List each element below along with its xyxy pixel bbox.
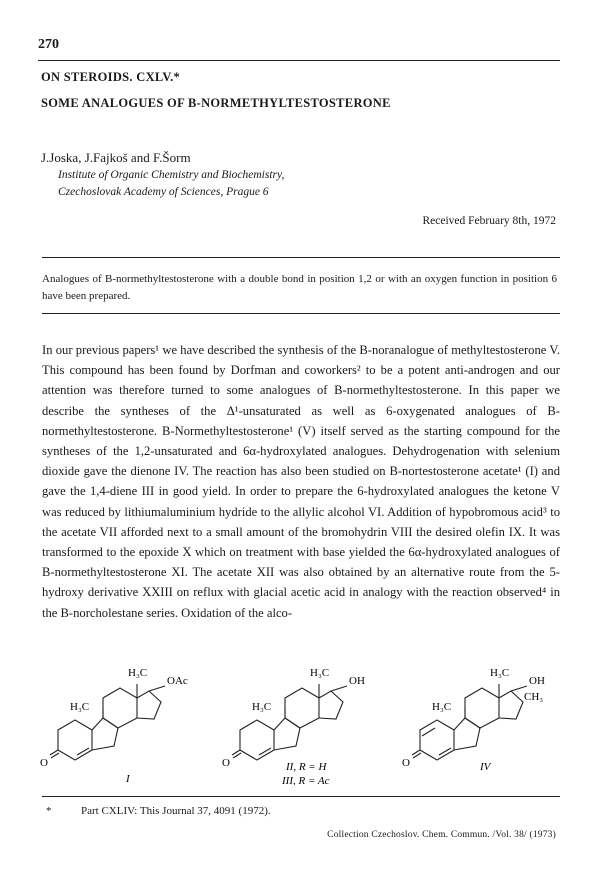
abstract-bottom-rule [42, 313, 560, 314]
methyl-top-label: H₃C [490, 667, 510, 679]
structure-II-III [222, 667, 365, 785]
affiliation-line2: Czechoslovak Academy of Sciences, Prague 6 [58, 186, 269, 198]
methyl-top-label: H₃C [128, 667, 148, 679]
header-rule [38, 60, 560, 61]
substituent-label: OAc [167, 675, 188, 687]
footnote-marker: * [46, 805, 52, 817]
body-paragraph: In our previous papers¹ we have described the synthesis of the B-noranalogue of methyltestosterone V. This compound has been found by Dorfman and coworkers² to be a potent anti-androgen and our attention was therefore turned to some analogues of B-normethyltestosterone. In this paper we describe the syntheses of the Δ¹-unsaturated as well as 6-oxygenated analogues of B-normethyltestosterone. B-Normethyltestosterone¹ (V) itself served as the starting compound for the syntheses of the 1,2-unsaturated and 6α-hydroxylated analogues. Dehydrogenation with selenium dioxide gave the dienone IV. The reaction has also been studied on B-nortestosterone acetate¹ (I) and gave the 1,4-diene III in good yield. In order to prepare the 6-hydroxylated analogues the ketone V was reduced by lithiumaluminium hydride to the allylic alcohol VI. Addition of hypobromous acid³ to the acetate VII afforded next to a small amount of the bromohydrin VIII the desired olefin IX. It was transformed to the epoxide X which on treatment with base yielded the 6α-hydroxylated analogues of B-normethyltestosterone XI. The acetate XII was also obtained by an alternative route from the 5-hydroxy derivative XXIII on reflux with glacial acetic acid in analogy with the reaction observed⁴ in the B-norcholestane series. Oxidation of the alco- [42, 343, 560, 620]
methyl-left-label: H₃C [252, 701, 272, 713]
substituent-label: OH [529, 675, 545, 687]
structure-label: IV [480, 761, 491, 773]
methyl-left-label: H₃C [432, 701, 452, 713]
oxo-label: O [40, 757, 48, 769]
footnote-text: Part CXLIV: This Journal 37, 4091 (1972). [81, 805, 271, 817]
footnote-rule [42, 796, 560, 797]
article-title-line1: ON STEROIDS. CXLV.* [41, 70, 181, 84]
substituent-label: OH [349, 675, 365, 687]
running-footer: Collection Czechoslov. Chem. Commun. /Vol. 38/ (1973) [327, 830, 556, 840]
article-title-line2: SOME ANALOGUES OF B-NORMETHYLTESTOSTERONE [41, 96, 391, 110]
authors: J.Joska, J.Fajkoš and F.Šorm [41, 150, 191, 165]
substituent-label-2: CH₃ [524, 691, 544, 703]
structure-I [40, 667, 188, 785]
received-date: Received February 8th, 1972 [422, 215, 556, 227]
footnote [46, 805, 271, 817]
methyl-left-label: H₃C [70, 701, 90, 713]
structure-IV [402, 667, 545, 773]
affiliation-line1: Institute of Organic Chemistry and Biochemistry, [58, 169, 285, 181]
abstract: Analogues of B-normethyltestosterone with a double bond in position 1,2 or with an oxygen function in position 6 have been prepared. [42, 273, 557, 302]
oxo-label: O [402, 757, 410, 769]
body-text [42, 340, 560, 623]
structure-label: I [126, 773, 130, 785]
abstract-top-rule [42, 257, 560, 258]
structure-label: II, R = H [286, 761, 327, 773]
oxo-label: O [222, 757, 230, 769]
methyl-top-label: H₃C [310, 667, 330, 679]
structural-formulae [40, 650, 560, 785]
structure-label-2: III, R = Ac [282, 775, 330, 785]
page-number: 270 [38, 37, 59, 52]
